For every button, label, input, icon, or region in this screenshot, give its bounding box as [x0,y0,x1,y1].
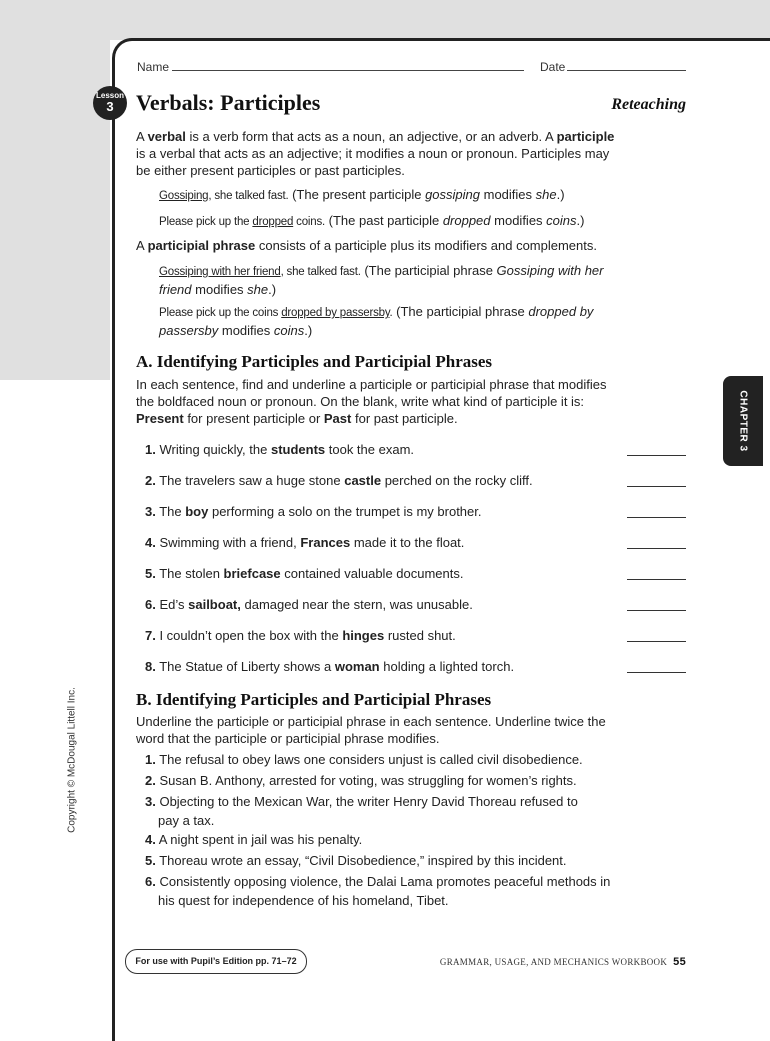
answer-blank[interactable] [627,517,686,518]
example-4: Please pick up the coins dropped by passersby. (The participial phrase dropped by passersby modifies coins.) [159,304,594,338]
section-b-instructions: Underline the participle or participial phrase in each sentence. Underline twice the word that the participle or participial phrase modifies. [136,714,606,746]
section-b-item: 5. Thoreau wrote an essay, “Civil Disobedience,” inspired by this incident. [145,853,567,868]
intro-paragraph-2: A participial phrase consists of a participle plus its modifiers and complements. [136,238,597,253]
section-b-item: 1. The refusal to obey laws one considers unjust is called civil disobedience. [145,752,583,767]
example-1: Gossiping, she talked fast. (The present participle gossiping modifies she.) [159,187,565,202]
footer-workbook: GRAMMAR, USAGE, AND MECHANICS WORKBOOK 55 [439,956,686,968]
intro-paragraph-1: A verbal is a verb form that acts as a noun, an adjective, or an adverb. A participle is a verbal that acts as an adjective; it modifies a noun or pronoun. Participles may be either present participles or past participles. [136,129,615,178]
answer-blank[interactable] [627,548,686,549]
date-label: Date [540,60,566,74]
top-gray-band [0,0,770,40]
example-2: Please pick up the dropped coins. (The past participle dropped modifies coins.) [159,213,585,228]
section-b-heading: B. Identifying Participles and Participial Phrases [136,690,492,709]
answer-blank[interactable] [627,486,686,487]
copyright-notice: Copyright © McDougal Littell Inc. [66,687,78,833]
left-gray-band [0,0,110,380]
page-title: Verbals: Participles [136,90,321,115]
chapter-tab [723,376,763,466]
chapter-tab-label: CHAPTER 3 [737,390,749,452]
section-a-item: 4. Swimming with a friend, Frances made it to the float. [145,535,465,550]
section-a-instructions: In each sentence, find and underline a participle or participial phrase that modifies the boldfaced noun or pronoun. On the blank, write what kind of participle it is: Present for present participle or Past for past participle. [136,377,607,426]
section-b-item: 6. Consistently opposing violence, the Dalai Lama promotes peaceful methods in his quest for independence of his homeland, Tibet. [145,874,611,908]
section-a-item: 1. Writing quickly, the students took the exam. [145,442,415,457]
lesson-number: 3 [106,99,114,114]
section-b-item: 4. A night spent in jail was his penalty. [145,832,363,847]
section-b-item: 2. Susan B. Anthony, arrested for voting, was struggling for women’s rights. [145,773,577,788]
section-a-item: 8. The Statue of Liberty shows a woman holding a lighted torch. [145,659,515,674]
reteaching-tag: Reteaching [611,96,686,113]
page-number: 55 [673,956,686,968]
example-3: Gossiping with her friend, she talked fast. (The participial phrase Gossiping with her friend modifies she.) [159,263,604,297]
section-a-item: 3. The boy performing a solo on the trumpet is my brother. [145,504,482,519]
section-a-item: 6. Ed’s sailboat, damaged near the stern, was unusable. [145,597,473,612]
section-a-item: 7. I couldn’t open the box with the hinges rusted shut. [145,628,456,643]
answer-blank[interactable] [627,610,686,611]
name-line [172,70,524,71]
answer-blank[interactable] [627,455,686,456]
section-a-heading: A. Identifying Participles and Participial Phrases [136,352,493,371]
lesson-word: Lesson [95,91,124,100]
answer-blank[interactable] [627,641,686,642]
lesson-badge [93,86,127,120]
date-line [567,70,686,71]
section-a-item: 5. The stolen briefcase contained valuable documents. [145,566,464,581]
answer-blank[interactable] [627,672,686,673]
footer-pupil-edition: For use with Pupil’s Edition pp. 71–72 [125,949,307,974]
answer-blank[interactable] [627,579,686,580]
section-b-item: 3. Objecting to the Mexican War, the writer Henry David Thoreau refused to pay a tax. [145,794,578,828]
section-a-item: 2. The travelers saw a huge stone castle perched on the rocky cliff. [145,473,533,488]
name-label: Name [137,60,170,74]
